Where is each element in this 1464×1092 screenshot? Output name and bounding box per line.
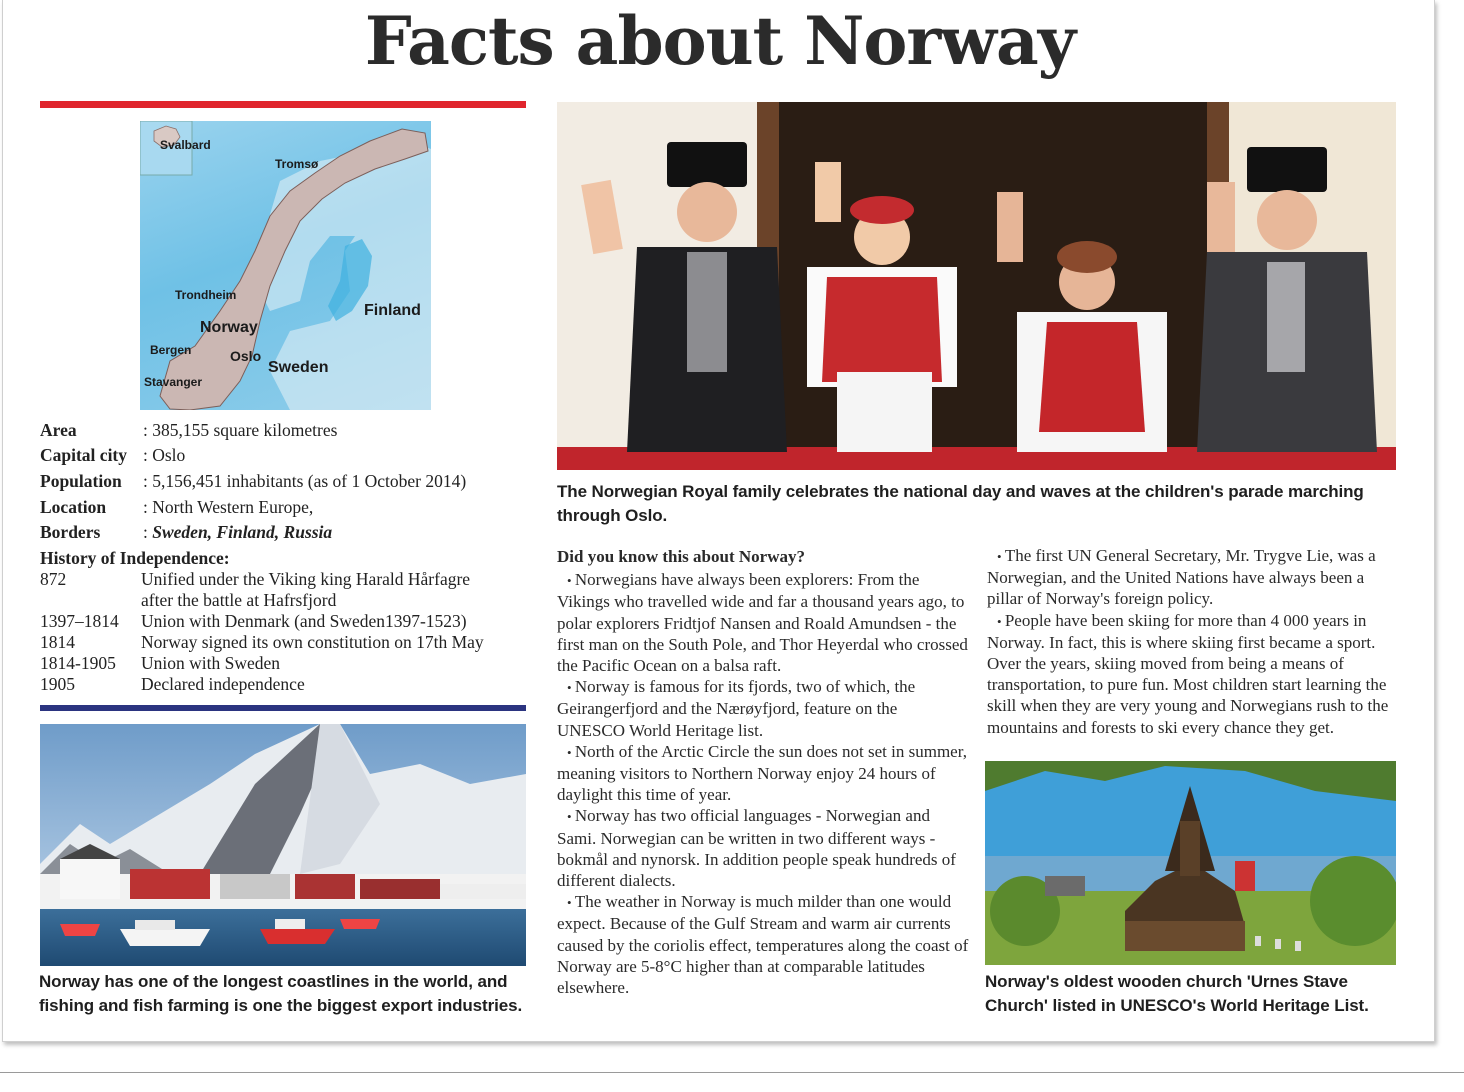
fact-value-prefix: : bbox=[143, 522, 153, 542]
royal-family-photo bbox=[557, 102, 1396, 470]
map-label-svalbard: Svalbard bbox=[160, 138, 211, 152]
article-paragraph: • Norway is famous for its fjords, two of which, the Geirangerfjord and the Nærøyfjord, feature on the UNESCO World Heritage list. bbox=[557, 676, 969, 741]
history-year: 872 bbox=[40, 569, 67, 589]
history-event-continued: after the battle at Hafrsfjord bbox=[141, 590, 337, 610]
history-title: History of Independence: bbox=[40, 548, 230, 568]
map-label-bergen: Bergen bbox=[150, 343, 192, 357]
royal-family-caption: The Norwegian Royal family celebrates the national day and waves at the children's parade marching through Oslo. bbox=[557, 482, 1364, 525]
fact-label: Borders bbox=[40, 522, 101, 542]
red-divider bbox=[40, 101, 526, 108]
fact-label: Capital city bbox=[40, 445, 128, 465]
fact-value: : 5,156,451 inhabitants (as of 1 October 2014) bbox=[143, 471, 467, 491]
fact-value: : Oslo bbox=[143, 445, 186, 465]
church-photo bbox=[985, 761, 1396, 965]
article-heading: Did you know this about Norway? bbox=[557, 547, 805, 566]
fact-value bbox=[143, 522, 332, 543]
map-label-tromso: Tromsø bbox=[275, 157, 319, 171]
norway-map bbox=[140, 121, 431, 410]
article-paragraph: • The first UN General Secretary, Mr. Trygve Lie, was a Norwegian, and the United Nations have always been a pillar of Norway's foreign policy. bbox=[987, 545, 1397, 610]
article-column-2 bbox=[987, 545, 1397, 738]
coast-caption: Norway has one of the longest coastlines in the world, and fishing and fish farming is one the biggest export industries. bbox=[39, 972, 523, 1015]
page-bottom-rule bbox=[0, 1072, 1464, 1073]
map-label-norway: Norway bbox=[200, 319, 258, 336]
history-event: Union with Sweden bbox=[141, 653, 281, 673]
royal-family-photo-graphic bbox=[557, 102, 1396, 470]
article-paragraph: • North of the Arctic Circle the sun does not set in summer, meaning visitors to Northern Norway enjoy 24 hours of daylight this time of year. bbox=[557, 741, 969, 806]
map-label-sweden: Sweden bbox=[268, 359, 329, 376]
church-caption: Norway's oldest wooden church 'Urnes Stave Church' listed in UNESCO's World Heritage List. bbox=[985, 972, 1369, 1015]
fact-label: Location bbox=[40, 497, 107, 517]
page-title: Facts about Norway bbox=[364, 2, 1076, 80]
map-label-stavanger: Stavanger bbox=[144, 375, 203, 389]
article-paragraph: • People have been skiing for more than 4 000 years in Norway. In fact, this is where skiing first became a sport. Over the years, skiing moved from being a means of transportation, to pure fun. Most children start learning the skill when they are very young and Norwegians rush to the mountains and forests to ski every chance they get. bbox=[987, 610, 1397, 738]
history-event: Norway signed its own constitution on 17th May bbox=[141, 632, 484, 652]
fact-label: Population bbox=[40, 471, 122, 491]
history-year: 1905 bbox=[40, 674, 75, 694]
map-label-oslo: Oslo bbox=[230, 348, 262, 364]
article-column-1 bbox=[557, 546, 969, 998]
history-year: 1814 bbox=[40, 632, 75, 652]
fact-value: : North Western Europe, bbox=[143, 497, 314, 517]
fact-label: Area bbox=[40, 420, 77, 440]
history-event: Unified under the Viking king Harald Hårfagre bbox=[141, 569, 471, 589]
history-event: Union with Denmark (and Sweden1397-1523) bbox=[141, 611, 467, 631]
article-paragraph: • The weather in Norway is much milder than one would expect. Because of the Gulf Stream and warm air currents caused by the coriolis effect, temperatures along the coast of Norway are 5-8°C higher than at comparable latitudes elsewhere. bbox=[557, 891, 969, 998]
fact-value: : 385,155 square kilometres bbox=[143, 420, 338, 440]
history-year: 1397–1814 bbox=[40, 611, 119, 631]
coast-photo-graphic bbox=[40, 724, 526, 966]
article-paragraph: • Norway has two official languages - Norwegian and Sami. Norwegian can be written in two different ways - bokmål and nynorsk. In addition people speak hundreds of different dialects. bbox=[557, 805, 969, 891]
church-photo-graphic bbox=[985, 761, 1396, 965]
article-paragraph: • Norwegians have always been explorers: From the Vikings who travelled wide and far a thousand years ago, to polar explorers Fridtjof Nansen and Roald Amundsen - the first man on the South Pole, and Thor Heyerdal who crossed the Pacific Ocean on a balsa raft. bbox=[557, 569, 969, 676]
blue-divider bbox=[40, 705, 526, 711]
map-label-trondheim: Trondheim bbox=[175, 288, 237, 302]
coast-photo bbox=[40, 724, 526, 966]
history-event: Declared independence bbox=[141, 674, 305, 694]
map-label-finland: Finland bbox=[364, 302, 421, 319]
fact-value-borders: Sweden, Finland, Russia bbox=[152, 522, 333, 542]
history-year: 1814-1905 bbox=[40, 653, 116, 673]
